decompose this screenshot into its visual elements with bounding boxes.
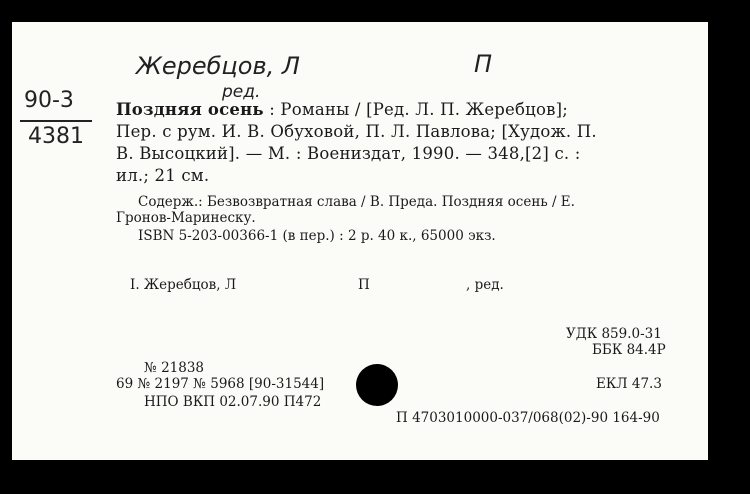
entry-line-2: Пер. с рум. И. В. Обуховой, П. Л. Павлова; [Худож. П. [116, 122, 597, 141]
entry-title: Поздняя осень [116, 100, 264, 119]
bbk-code: ББК 84.4Р [592, 342, 666, 358]
call-number-top: 90-3 [24, 88, 74, 113]
call-number-bottom: 4381 [28, 124, 84, 149]
tracing-item: I. Жеребцов, Л [130, 277, 237, 293]
udk-code: УДК 859.0-31 [566, 326, 662, 342]
record-number: № 21838 [144, 360, 205, 376]
record-numbers-line: 69 № 2197 № 5968 [90-31544] [116, 376, 325, 392]
tracing-role: , ред. [466, 277, 504, 293]
publication-code: П 4703010000-037/068(02)-90 164-90 [396, 410, 660, 426]
catalog-card [12, 22, 708, 460]
call-number-divider [20, 120, 92, 122]
punch-hole [356, 364, 398, 406]
npo-line: НПО ВКП 02.07.90 П472 [144, 394, 322, 410]
ekl-code: ЕКЛ 47.3 [596, 376, 662, 392]
entry-line-3: В. Высоцкий]. — М. : Воениздат, 1990. — 348,[2] с. : [116, 144, 581, 163]
isbn-line: ISBN 5-203-00366-1 (в пер.) : 2 р. 40 к., 65000 экз. [138, 228, 496, 244]
handwritten-author: Жеребцов, Л [136, 52, 300, 80]
entry-line-4: ил.; 21 см. [116, 166, 210, 185]
entry-line-1 [116, 100, 568, 120]
contents-line-1: Содерж.: Безвозвратная слава / В. Преда. Поздняя осень / Е. [138, 194, 575, 210]
handwritten-editor-note: ред. [222, 82, 261, 102]
handwritten-letter: П [474, 50, 493, 78]
entry-line-1-rest: : Романы / [Ред. Л. П. Жеребцов]; [269, 100, 568, 119]
tracing-letter: П [358, 277, 370, 293]
contents-line-2: Гронов-Маринеску. [116, 210, 256, 226]
